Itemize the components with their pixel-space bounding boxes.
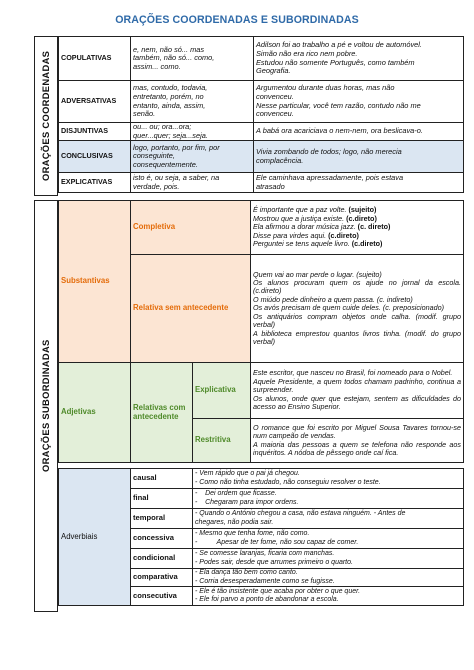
subordinadas-table	[58, 200, 464, 463]
conjunction-line: quer...quer; seja...seja.	[133, 130, 208, 140]
completiva-label: Completiva	[131, 201, 251, 255]
example-line: - Apesar de ter fome, não sou capaz de comer.	[195, 538, 359, 546]
example-line: Disse para virdes aqui. (c.direto)	[253, 230, 359, 240]
example-line: Os antiquários compram objetos onde calha. (modif. grupo verbal)	[253, 311, 461, 330]
example-line: Os alunos, onde quer que estejam, sentem as dificuldades do acesso ao Ensino Superior.	[253, 393, 461, 412]
example-line: Estudou não somente Português, como também	[256, 57, 415, 67]
adverbial-type: comparativa	[131, 569, 193, 587]
relativa-examples	[251, 255, 464, 363]
conjunction-line: também, não só... como,	[133, 53, 215, 63]
coordenada-conjunctions	[131, 141, 254, 173]
adverbiais-table	[58, 468, 464, 606]
page-title: ORAÇÕES COORDENADAS E SUBORDINADAS	[115, 14, 359, 26]
coordenada-type: ADVERSATIVAS	[59, 81, 131, 123]
conjunction-line: e, nem, não só... mas	[133, 44, 205, 54]
example-line: Nesse particular, você tem razão, contudo não me	[256, 100, 421, 110]
conjunction-line: assim... como.	[133, 61, 181, 71]
coordenada-conjunctions	[131, 37, 254, 81]
coordenada-row	[59, 141, 464, 173]
restritiva-examples	[251, 419, 464, 463]
example-line: Ele caminhava apressadamente, pois estava	[256, 173, 404, 183]
example-line: convenceu.	[256, 91, 294, 101]
coordenada-conjunctions	[131, 173, 254, 193]
coordenada-examples	[254, 81, 464, 123]
explicativa-examples	[251, 363, 464, 419]
coordenada-examples	[254, 37, 464, 81]
example-line: - Ele foi parvo a ponto de abandonar a escola.	[195, 596, 339, 603]
coordenada-examples	[254, 123, 464, 141]
adverbial-examples	[193, 489, 464, 509]
example-line: Argumentou durante duas horas, mas não	[256, 83, 395, 93]
adverbial-examples	[193, 529, 464, 549]
conjunction-line: verdade, pois.	[133, 181, 180, 191]
relativa-sem-antecedente-label: Relativa sem antecedente	[131, 255, 251, 363]
conjunction-line: mas, contudo, todavia,	[133, 83, 208, 93]
example-line: Adilson foi ao trabalho a pé e voltou de automóvel.	[256, 40, 422, 50]
example-line: Mostrou que a justiça existe. (c.direto)	[253, 213, 377, 223]
example-line: - Chegaram para impor ordens.	[195, 498, 299, 506]
example-line: - Ele é tão insistente que acaba por obter o que quer.	[195, 587, 361, 595]
coordenada-type: DISJUNTIVAS	[59, 123, 131, 141]
example-line: Os alunos procuram quem os ajude no jornal da escola. (c.direto)	[253, 278, 461, 296]
example-line: O miúdo pede dinheiro a quem passa. (c. indireto)	[253, 294, 413, 304]
conjunction-line: ou... ou; ora...ora;	[133, 122, 192, 131]
example-line: Perguntei se tens aquele livro. (c.direto)	[253, 239, 383, 249]
example-line: É importante que a paz volte. (sujeito)	[253, 205, 377, 215]
coordenada-examples	[254, 141, 464, 173]
example-line: Este escritor, que nasceu no Brasil, foi nomeado para o Nobel.	[253, 368, 453, 378]
adverbial-row	[59, 469, 464, 489]
adverbial-type: causal	[131, 469, 193, 489]
coordenada-conjunctions	[131, 81, 254, 123]
substantivas-label: Substantivas	[59, 201, 131, 363]
coordenada-type: EXPLICATIVAS	[59, 173, 131, 193]
coordenada-type: CONCLUSIVAS	[59, 141, 131, 173]
adverbial-type: condicional	[131, 549, 193, 569]
adverbial-examples	[193, 549, 464, 569]
conjunction-line: consequentemente.	[133, 159, 198, 169]
example-line: complacência.	[256, 155, 304, 165]
adverbial-type: temporal	[131, 509, 193, 529]
coordenadas-table	[58, 36, 464, 193]
example-line: A maioria das pessoas a quem se telefona não responde aos inquéritos. A nódoa de pêssego onde caí fica.	[253, 439, 461, 457]
example-line: A biblioteca emprestou quantos livros tinha. (modif. do grupo verbal)	[253, 328, 461, 346]
example-line: Geografia.	[256, 66, 291, 76]
relativas-com-antecedente-label: Relativas com antecedente	[131, 363, 193, 463]
example-line: - Podes sair, desde que arrumes primeiro o quarto.	[195, 558, 353, 566]
example-line: - Quando o António chegou a casa, não estava ninguém. - Antes de	[195, 510, 406, 518]
adverbial-type: consecutiva	[131, 587, 193, 606]
conjunction-line: entretanto, porém, no	[133, 91, 204, 101]
example-line: A babá ora acariciava o nem-nem, ora beslicava-o.	[256, 126, 423, 136]
example-line: - Corria desesperadamente como se fugisse.	[195, 577, 335, 585]
conjunction-line: isto é, ou seja, a saber, na	[133, 173, 220, 183]
adverbial-examples	[193, 469, 464, 489]
example-line: Simão não era rico nem pobre.	[256, 48, 358, 58]
conjunction-line: conseguinte,	[133, 151, 175, 161]
example-line: - Ela dança tão bem como canto.	[195, 569, 298, 577]
example-line: - Como não tinha estudado, não conseguiu resolver o teste.	[195, 478, 381, 486]
example-line: Vivia zombando de todos; logo, não merecia	[256, 147, 402, 157]
example-line: atrasado	[256, 181, 285, 191]
coordenada-row	[59, 81, 464, 123]
coordenada-row	[59, 173, 464, 193]
coordenada-conjunctions	[131, 123, 254, 141]
coordenada-examples	[254, 173, 464, 193]
coordenada-row	[59, 37, 464, 81]
explicativa-label: Explicativa	[193, 363, 251, 419]
restritiva-label: Restritiva	[193, 419, 251, 463]
example-line: Ela afirmou a dorar música jazz. (c. direto)	[253, 222, 391, 232]
adverbiais-label: Adverbiais	[59, 469, 131, 606]
subordinadas-label: ORAÇÕES SUBORDINADAS	[40, 339, 51, 473]
example-line: convenceu.	[256, 109, 294, 119]
example-line: Quem vai ao mar perde o lugar. (sujeito)	[253, 269, 382, 279]
coordenada-type: COPULATIVAS	[59, 37, 131, 81]
example-line: - Mesmo que tenha fome, não como.	[195, 530, 310, 538]
example-line: Os avós precisam de quem cuide deles. (c. preposicionado)	[253, 303, 444, 313]
conjunction-line: senão.	[133, 109, 156, 119]
adjetivas-label: Adjetivas	[59, 363, 131, 463]
example-line: chegares, não podia sair.	[195, 518, 274, 526]
adverbial-type: concessiva	[131, 529, 193, 549]
example-line: O romance que foi escrito por Miguel Sousa Tavares tornou-se num campeão de vendas.	[253, 422, 461, 441]
adverbial-examples	[193, 569, 464, 587]
adverbial-examples	[193, 509, 464, 529]
adverbial-type: final	[131, 489, 193, 509]
completiva-examples	[251, 201, 464, 255]
coordenada-row	[59, 123, 464, 141]
conjunction-line: logo, portanto, por fim, por	[133, 142, 220, 152]
adverbial-examples	[193, 587, 464, 606]
example-line: Aquele Presidente, a quem todos chamam padrinho, continua a surpreender.	[253, 376, 461, 395]
conjunction-line: entanto, ainda, assim,	[133, 100, 206, 110]
example-line: - Dei ordem que ficasse.	[195, 490, 277, 498]
example-line: - Se comesse laranjas, ficaria com manchas.	[195, 550, 335, 558]
coordenadas-label: ORAÇÕES COORDENADAS	[40, 50, 51, 182]
example-line: - Vem rápido que o pai já chegou.	[195, 470, 300, 478]
